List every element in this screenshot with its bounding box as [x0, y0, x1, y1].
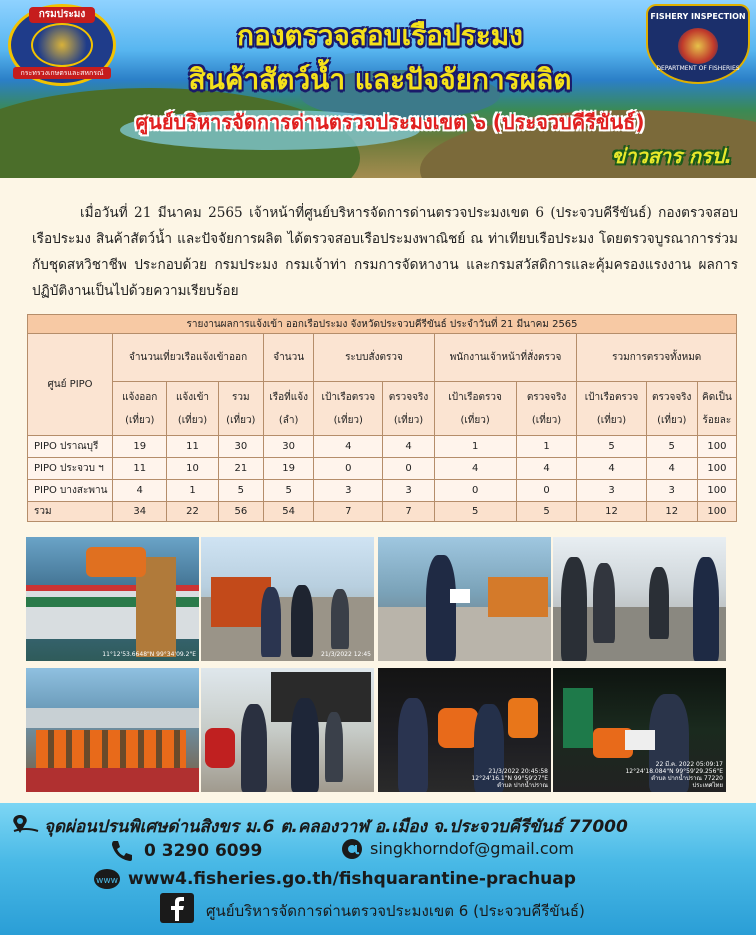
web-icon — [92, 867, 122, 891]
sub-boats-label: เรือที่แจ้ง — [269, 391, 308, 403]
sub-in-label: แจ้งเข้า — [175, 391, 210, 403]
table-cell: 5 — [218, 480, 264, 502]
table-cell: 5 — [434, 502, 516, 522]
website-link[interactable]: www4.fisheries.go.th/fishquarantine-prachuap — [128, 869, 576, 889]
report-table — [27, 314, 737, 522]
sub-sum-label: รวม — [232, 391, 250, 403]
sub-total-checked — [646, 382, 697, 436]
photo-timestamp: 22 มี.ค. 2022 05:09:17 12°24'18.084"N 99°59'29.256"E ตำบล ปากน้ำปราณ 77220 ประเทศไทย — [625, 761, 723, 789]
inspection-photo — [201, 537, 374, 661]
seal-emblem-icon — [31, 23, 93, 67]
title-line-3: ศูนย์บริหารจัดการด่านตรวจประมงเขต ๖ (ประจวบคีรีขันธ์) — [135, 110, 645, 134]
inspection-photo — [553, 537, 726, 661]
photo-timestamp: 21/3/2022 12:45 — [321, 651, 371, 658]
sub-percent-label-2: ร้อยละ — [702, 414, 732, 426]
table-row — [28, 480, 737, 502]
table-cell: รวม — [28, 502, 113, 522]
unit-label: (เที่ยว) — [333, 414, 363, 426]
contact-footer — [0, 803, 756, 935]
table-caption: รายงานผลการแจ้งเข้า ออกเรือประมง จังหวัดประจวบคีรีขันธ์ ประจำวันที่ 21 มีนาคม 2565 — [28, 315, 737, 334]
table-row — [28, 458, 737, 480]
header-officer: พนักงานเจ้าหน้าที่สั่งตรวจ — [434, 334, 577, 382]
facebook-page-link[interactable]: ศูนย์บริหารจัดการด่านตรวจประมงเขต 6 (ประจวบคีรีขันธ์) — [206, 902, 585, 920]
unit-label: (เที่ยว) — [177, 414, 208, 426]
photo-timestamp: 21/3/2022 20:45:58 12°24'16.1"N 99°59'27"E ตำบล ปากน้ำปราณ — [471, 768, 548, 789]
table-cell: 7 — [314, 502, 383, 522]
table-cell: 1 — [516, 436, 577, 458]
sub-percent — [697, 382, 736, 436]
sub-target-label: เป้าเรือตรวจ — [584, 391, 639, 403]
table-cell: 5 — [646, 436, 697, 458]
table-cell: 3 — [314, 480, 383, 502]
header-banner — [0, 0, 756, 178]
badge-bottom-text: DEPARTMENT OF FISHERIES — [656, 65, 740, 72]
table-cell: 19 — [113, 436, 167, 458]
email-link[interactable]: singkhorndof@gmail.com — [370, 839, 574, 858]
sub-target-label: เป้าเรือตรวจ — [321, 391, 376, 403]
table-total-row — [28, 502, 737, 522]
table-cell: 0 — [516, 480, 577, 502]
table-row — [28, 436, 737, 458]
table-cell: 30 — [264, 436, 314, 458]
unit-label: (เที่ยว) — [531, 414, 562, 426]
table-cell: 100 — [697, 502, 736, 522]
table-cell: 3 — [383, 480, 434, 502]
inspection-photo — [26, 668, 199, 792]
inspection-photo — [378, 668, 551, 792]
table-cell: 11 — [167, 436, 218, 458]
table-cell: 34 — [113, 502, 167, 522]
phone-icon — [108, 839, 134, 863]
inspection-photo — [378, 537, 551, 661]
address-text: จุดผ่อนปรนพิเศษด่านสิงขร ม.6 ต.คลองวาฬ อ.เมือง จ.ประจวบคีรีขันธ์ 77000 — [44, 817, 628, 837]
table-cell: 100 — [697, 480, 736, 502]
email-icon — [340, 837, 368, 861]
facebook-icon — [160, 893, 194, 923]
sub-boats — [264, 382, 314, 436]
sub-system-checked — [383, 382, 434, 436]
inspection-photo — [26, 537, 199, 661]
table-cell: 3 — [646, 480, 697, 502]
table-cell: 5 — [577, 436, 646, 458]
unit-label: (ลำ) — [278, 414, 299, 426]
table-cell: 0 — [383, 458, 434, 480]
news-paragraph: เมื่อวันที่ 21 มีนาคม 2565 เจ้าหน้าที่ศูนย์บริหารจัดการด่านตรวจประมงเขต 6 (ประจวบคีรีขันธ์) กองตรวจสอบเรือประมง สินค้าสัตว์น้ำ และปัจจัยการผลิต ได้ตรวจสอบเรือประมงพาณิชย์ ณ ท่าเทียบเรือประมง โดยตรวจบูรณาการร่วมกับชุดสหวิชาชีพ ประกอบด้วย กรมประมง กรมเจ้าท่า กรมการจัดหางาน และกรมสวัสดิการและคุ้มครองแรงงาน ผลการปฏิบัติงานเป็นไปด้วยความเรียบร้อย — [32, 205, 738, 299]
sub-officer-target — [434, 382, 516, 436]
seal-top-text: กรมประมง — [29, 7, 95, 23]
table-cell: 56 — [218, 502, 264, 522]
sub-in — [167, 382, 218, 436]
header-count-text: จำนวน — [273, 352, 305, 363]
table-cell: 19 — [264, 458, 314, 480]
table-cell: 12 — [577, 502, 646, 522]
unit-label: (เที่ยว) — [596, 414, 627, 426]
table-cell: 3 — [577, 480, 646, 502]
table-cell: 5 — [516, 502, 577, 522]
table-cell: 4 — [577, 458, 646, 480]
table-cell: 0 — [314, 458, 383, 480]
header-center: ศูนย์ PIPO — [28, 334, 113, 436]
table-cell: 4 — [113, 480, 167, 502]
unit-label: (เที่ยว) — [657, 414, 687, 426]
table-cell: 21 — [218, 458, 264, 480]
sub-total-target — [577, 382, 646, 436]
unit-label: (เที่ยว) — [226, 414, 256, 426]
table-cell: 0 — [434, 480, 516, 502]
sub-sum — [218, 382, 264, 436]
header-total: รวมการตรวจทั้งหมด — [577, 334, 737, 382]
table-cell: PIPO บางสะพาน — [28, 480, 113, 502]
sub-target-label: เป้าเรือตรวจ — [448, 391, 502, 403]
header-system: ระบบสั่งตรวจ — [314, 334, 434, 382]
sub-checked-label: ตรวจจริง — [651, 391, 692, 403]
table-cell: 11 — [113, 458, 167, 480]
table-cell: 4 — [383, 436, 434, 458]
table-cell: 7 — [383, 502, 434, 522]
table-cell: 10 — [167, 458, 218, 480]
table-cell: 12 — [646, 502, 697, 522]
sub-checked-label: ตรวจจริง — [526, 391, 567, 403]
sub-officer-checked — [516, 382, 577, 436]
table-cell: PIPO ประจวบ ฯ — [28, 458, 113, 480]
sub-out — [113, 382, 167, 436]
sub-percent-label: คิดเป็น — [702, 391, 732, 403]
news-label: ข่าวสาร กรป. — [611, 144, 732, 168]
svg-text:www: www — [95, 876, 119, 886]
title-line-2: สินค้าสัตว์น้ำ และปัจจัยการผลิต — [188, 63, 572, 96]
seal-bottom-text: กระทรวงเกษตรและสหกรณ์ — [13, 67, 111, 79]
table-cell: 5 — [264, 480, 314, 502]
photo-timestamp: 11°12'53.6648"N 99°34'09.2"E — [102, 651, 196, 658]
table-cell: 30 — [218, 436, 264, 458]
unit-label: (เที่ยว) — [460, 414, 490, 426]
table-cell: 4 — [516, 458, 577, 480]
location-pin-icon — [10, 813, 40, 835]
sub-out-label: แจ้งออก — [122, 391, 158, 403]
unit-label: (เที่ยว) — [393, 414, 424, 426]
unit-label: (เที่ยว) — [125, 414, 155, 426]
table-cell: 1 — [167, 480, 218, 502]
inspection-photo — [201, 668, 374, 792]
table-cell: 100 — [697, 458, 736, 480]
badge-top-text: FISHERY INSPECTION — [650, 12, 746, 21]
title-line-1: กองตรวจสอบเรือประมง — [237, 19, 523, 52]
table-cell: 54 — [264, 502, 314, 522]
fishery-inspection-badge-logo — [646, 4, 750, 84]
department-seal-logo — [8, 4, 116, 86]
table-cell: 4 — [314, 436, 383, 458]
sub-checked-label: ตรวจจริง — [388, 391, 429, 403]
badge-emblem-icon — [678, 28, 718, 64]
sub-system-target — [314, 382, 383, 436]
table-cell: 22 — [167, 502, 218, 522]
phone-number[interactable]: 0 3290 6099 — [144, 841, 263, 861]
table-cell: 4 — [646, 458, 697, 480]
table-cell: 1 — [434, 436, 516, 458]
table-cell: 4 — [434, 458, 516, 480]
table-cell: 100 — [697, 436, 736, 458]
inspection-photo — [553, 668, 726, 792]
header-trips: จำนวนเที่ยวเรือแจ้งเข้าออก — [113, 334, 264, 382]
table-cell: PIPO ปราณบุรี — [28, 436, 113, 458]
header-count — [264, 334, 314, 382]
